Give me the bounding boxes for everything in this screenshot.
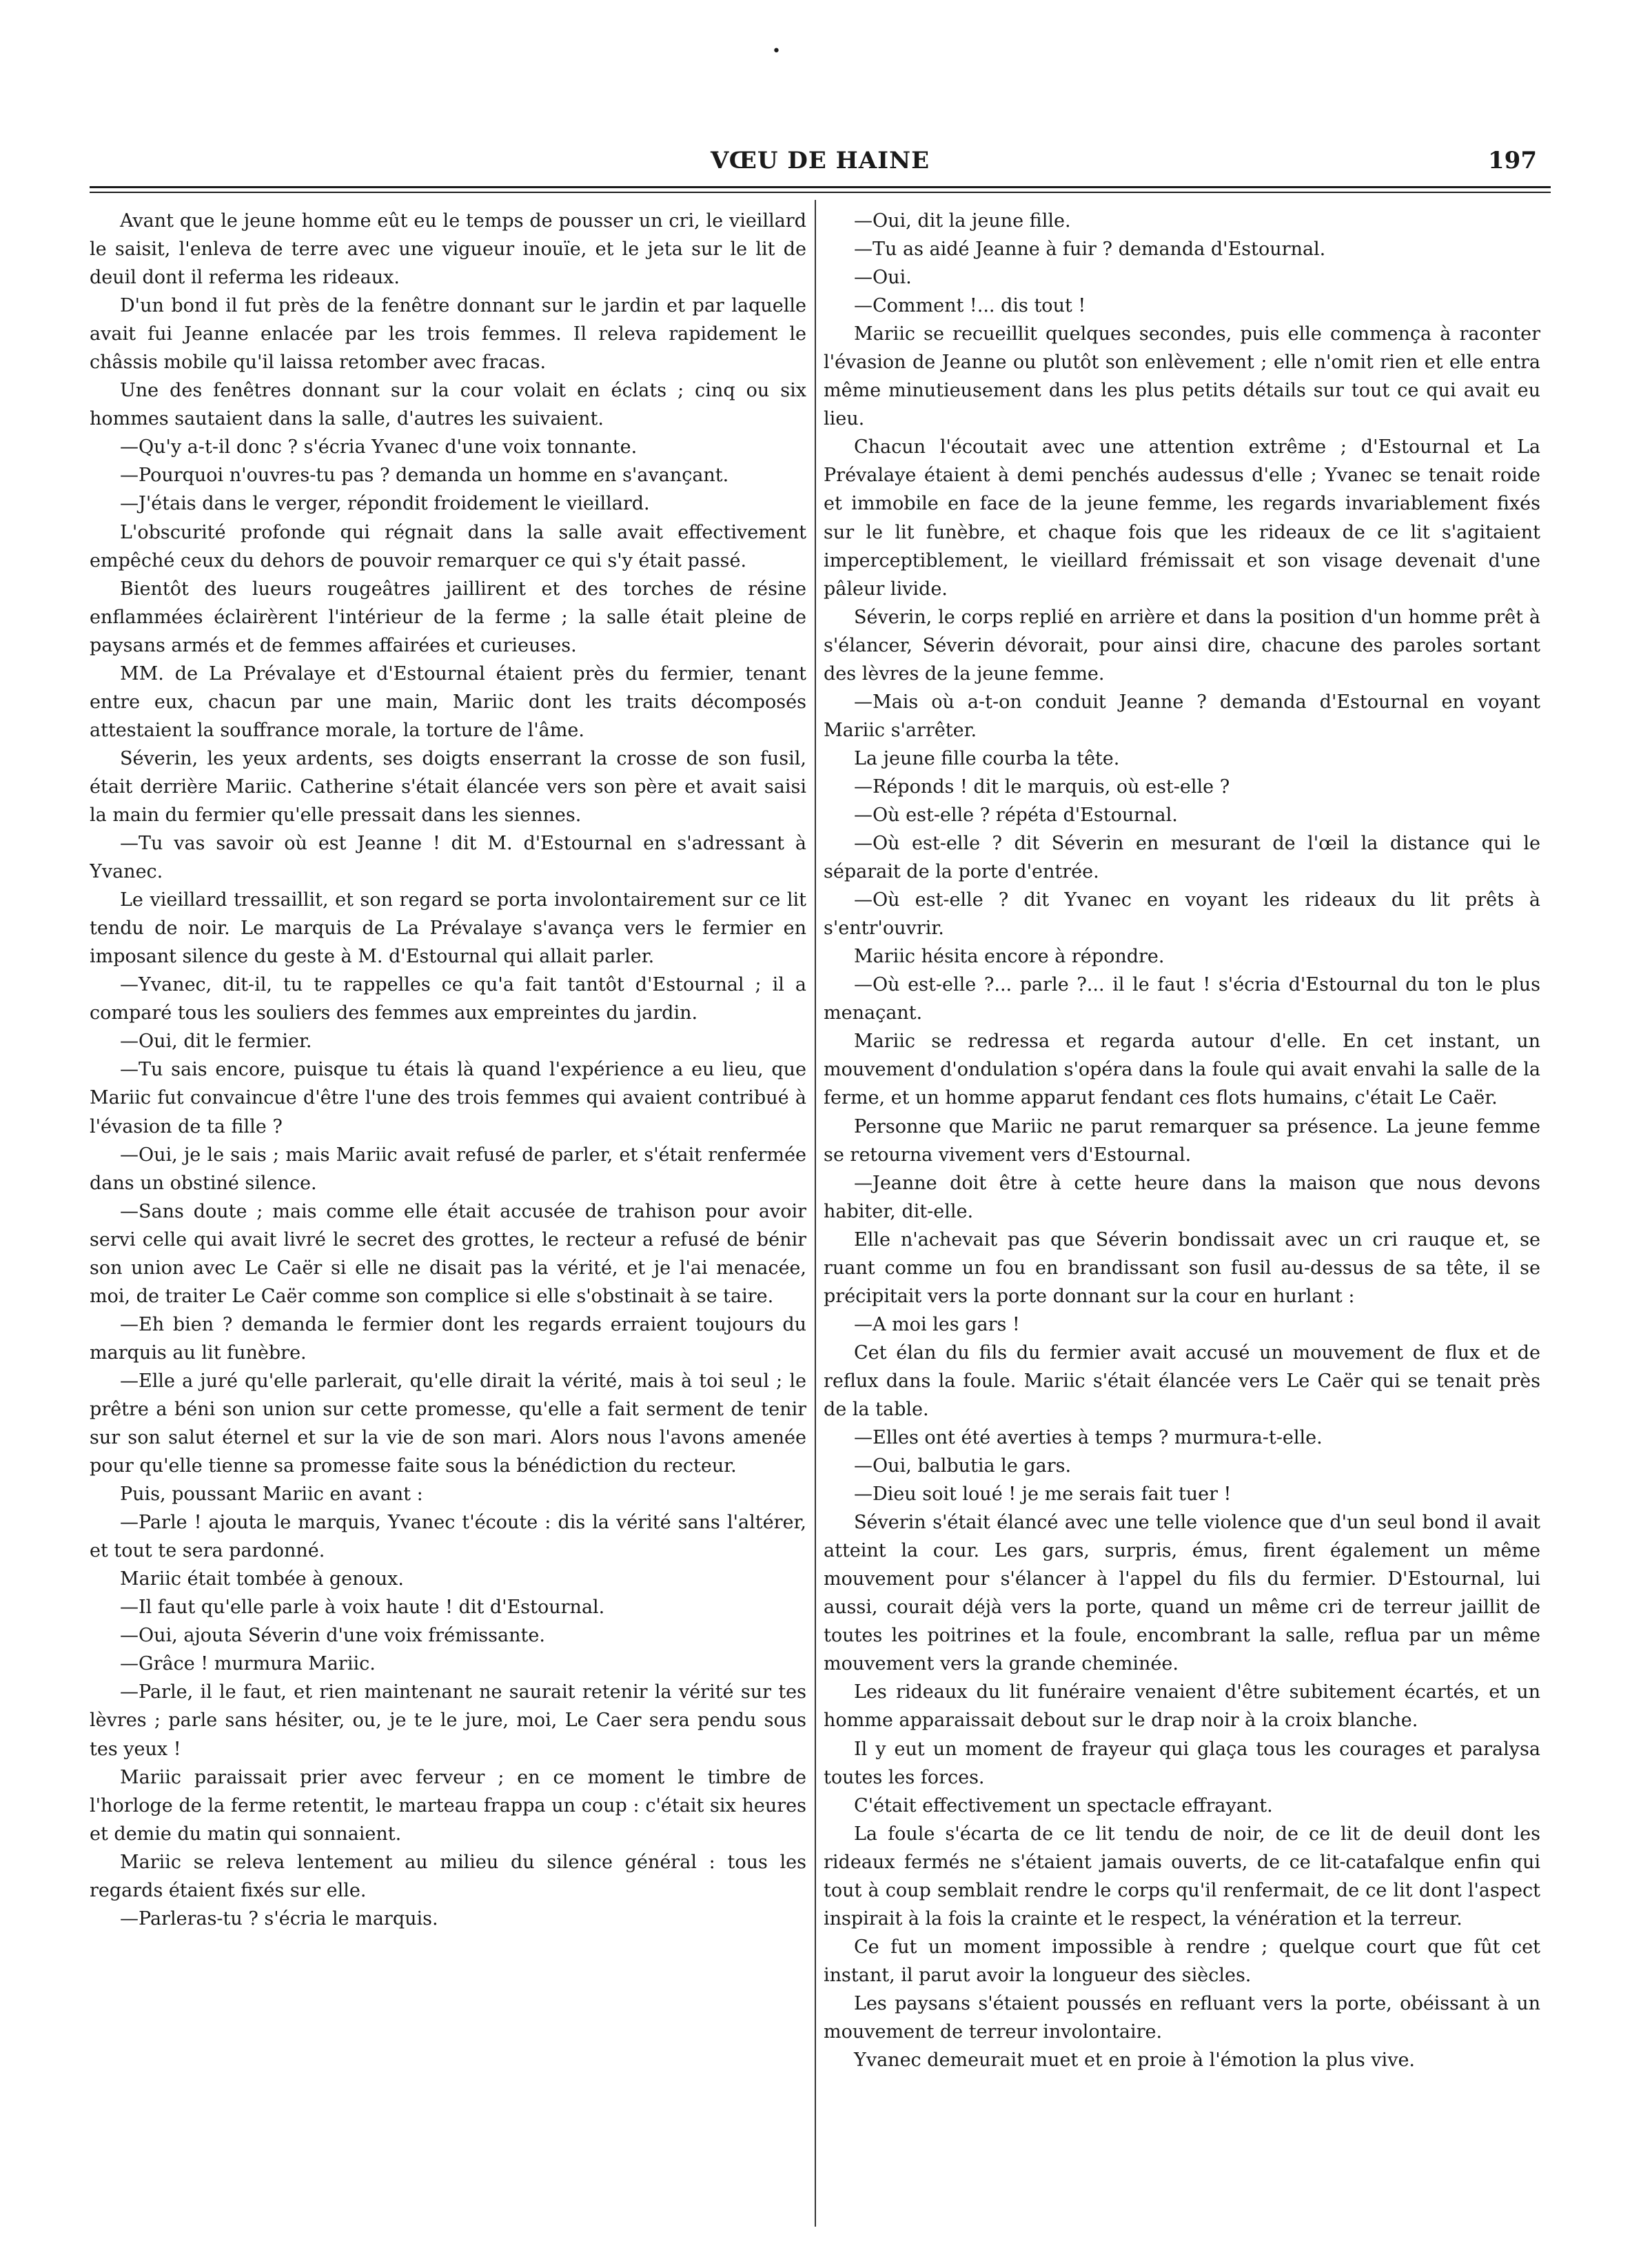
- paragraph: —Où est-elle ? dit Séverin en mesurant de l'œil la distance qui le séparait de la porte d'entrée.: [824, 833, 1540, 883]
- paragraph: —Oui, balbutia le gars.: [854, 1455, 1072, 1477]
- paragraph: —J'étais dans le verger, répondit froidement le vieillard.: [120, 493, 650, 515]
- paragraph: —Jeanne doit être à cette heure dans la maison que nous devons habiter, dit-elle.: [824, 1172, 1540, 1222]
- paragraph: —Parleras-tu ? s'écria le marquis.: [120, 1907, 438, 1930]
- paragraph: —Yvanec, dit-il, tu te rappelles ce qu'a fait tantôt d'Estournal ; il a comparé tous les souliers des femmes aux empreintes du jardin.: [90, 974, 806, 1024]
- page-number: 197: [1488, 147, 1537, 174]
- paragraph: Les paysans s'étaient poussés en refluant vers la porte, obéissant à un mouvement de terreur involontaire.: [824, 1992, 1540, 2043]
- left-column: [90, 207, 806, 2227]
- top-mark: •: [772, 43, 781, 60]
- paragraph: Elle n'achevait pas que Séverin bondissait avec un cri rauque et, se ruant comme un fou en brandissant son fusil au-dessus de sa tête, il se précipitait vers la porte donnant sur la cour en hurlant :: [824, 1228, 1540, 1307]
- paragraph: —Grâce ! murmura Mariic.: [120, 1653, 376, 1675]
- paragraph: Mariic paraissait prier avec ferveur ; en ce moment le timbre de l'horloge de la ferme retentit, le marteau frappa un coup : c'était six heures et demie du matin qui sonnaient.: [90, 1766, 806, 1845]
- paragraph: Ce fut un moment impossible à rendre ; quelque court que fût cet instant, il parut avoir la longueur des siècles.: [824, 1936, 1540, 1986]
- paragraph: —Elles ont été averties à temps ? murmura-t-elle.: [854, 1427, 1323, 1449]
- paragraph: —Oui.: [854, 267, 912, 289]
- paragraph: —Où est-elle ?... parle ?... il le faut ! s'écria d'Estournal du ton le plus menaçant.: [824, 974, 1540, 1024]
- paragraph: —Comment !... dis tout !: [854, 295, 1086, 317]
- paragraph: Il y eut un moment de frayeur qui glaça tous les courages et paralysa toutes les forces.: [824, 1738, 1540, 1788]
- paragraph: Le vieillard tressaillit, et son regard se porta involontairement sur ce lit tendu de noir. Le marquis de La Prévalaye s'avança vers le fermier en imposant silence du geste à M. d'Estournal qui allait parler.: [90, 889, 806, 968]
- paragraph: Puis, poussant Mariic en avant :: [120, 1484, 423, 1506]
- paragraph: —Tu as aidé Jeanne à fuir ? demanda d'Estournal.: [854, 239, 1326, 261]
- paragraph: Bientôt des lueurs rougeâtres jaillirent et des torches de résine enflammées éclairèrent l'intérieur de la ferme ; la salle était pleine de paysans armés et de femmes affairées et curieuses.: [90, 578, 806, 656]
- paragraph: Séverin, le corps replié en arrière et dans la position d'un homme prêt à s'élancer, Séverin dévorait, pour ainsi dire, chacune des paroles sortant des lèvres de la jeune femme.: [824, 606, 1540, 685]
- paragraph: Mariic se releva lentement au milieu du silence général : tous les regards étaient fixés sur elle.: [90, 1851, 806, 1901]
- paragraph: D'un bond il fut près de la fenêtre donnant sur le jardin et par laquelle avait fui Jeanne enlacée par les trois femmes. Il releva rapidement le châssis mobile qu'il laissa retomber avec fracas.: [90, 295, 806, 374]
- paragraph: Mariic hésita encore à répondre.: [854, 946, 1165, 968]
- paragraph: —Parle, il le faut, et rien maintenant ne saurait retenir la vérité sur tes lèvres ; parle sans hésiter, ou, je te le jure, moi, Le Caer sera pendu sous tes yeux !: [90, 1681, 806, 1760]
- paragraph: C'était effectivement un spectacle effrayant.: [854, 1794, 1273, 1816]
- paragraph: —Il faut qu'elle parle à voix haute ! dit d'Estournal.: [120, 1597, 605, 1619]
- paragraph: —Eh bien ? demanda le fermier dont les regards erraient toujours du marquis au lit funèbre.: [90, 1313, 806, 1364]
- paragraph: —Tu vas savoir où est Jeanne ! dit M. d'Estournal en s'adressant à Yvanec.: [90, 833, 806, 883]
- paragraph: —Oui, dit la jeune fille.: [854, 210, 1071, 232]
- paragraph: —Pourquoi n'ouvres-tu pas ? demanda un homme en s'avançant.: [120, 465, 729, 487]
- paragraph: Yvanec demeurait muet et en proie à l'émotion la plus vive.: [854, 2049, 1416, 2072]
- paragraph: —A moi les gars !: [854, 1313, 1020, 1335]
- paragraph: Séverin s'était élancé avec une telle violence que d'un seul bond il avait atteint la cour. Les gars, surpris, émus, firent également un même mouvement pour s'élancer à l'appel du fils du fermier. D'Estournal, lui aussi, courait déjà vers la porte, quand un même cri de terreur jaillit de toutes les poitrines et la foule, encombrant la salle, reflua par un même mouvement vers la grande cheminée.: [824, 1512, 1540, 1675]
- paragraph: Les rideaux du lit funéraire venaient d'être subitement écartés, et un homme apparaissait debout sur le drap noir à la croix blanche.: [824, 1681, 1540, 1732]
- paragraph: —Où est-elle ? dit Yvanec en voyant les rideaux du lit prêts à s'entr'ouvrir.: [824, 889, 1540, 940]
- right-column: [824, 207, 1540, 2227]
- paragraph: —Tu sais encore, puisque tu étais là quand l'expérience a eu lieu, que Mariic fut convaincue d'être l'une des trois femmes qui avaient contribué à l'évasion de ta fille ?: [90, 1059, 806, 1137]
- running-header: [90, 141, 1551, 183]
- paragraph: Cet élan du fils du fermier avait accusé un mouvement de flux et de reflux dans la foule. Mariic s'était élancée vers Le Caër qui se tenait près de la table.: [824, 1341, 1540, 1420]
- paragraph: —Parle ! ajouta le marquis, Yvanec t'écoute : dis la vérité sans l'altérer, et tout te sera pardonné.: [90, 1512, 806, 1562]
- paragraph: —Oui, je le sais ; mais Mariic avait refusé de parler, et s'était renfermée dans un obstiné silence.: [90, 1144, 806, 1194]
- paragraph: —Dieu soit loué ! je me serais fait tuer !: [854, 1484, 1232, 1506]
- paragraph: Avant que le jeune homme eût eu le temps de pousser un cri, le vieillard le saisit, l'enleva de terre avec une vigueur inouïe, et le jeta sur le lit de deuil dont il referma les rideaux.: [90, 210, 806, 289]
- paragraph: —Oui, ajouta Séverin d'une voix frémissante.: [120, 1625, 545, 1647]
- running-title: VŒU DE HAINE: [710, 147, 930, 174]
- paragraph: MM. de La Prévalaye et d'Estournal étaient près du fermier, tenant entre eux, chacun par une main, Mariic dont les traits décomposés attestaient la souffrance morale, la torture de l'âme.: [90, 662, 806, 741]
- paragraph: —Elle a juré qu'elle parlerait, qu'elle dirait la vérité, mais à toi seul ; le prêtre a béni son union sur cette promesse, qu'elle a fait serment de tenir sur son salut éternel et sur la vie de son mari. Alors nous l'avons amenée pour qu'elle tienne sa promesse faite sous la bénédiction du recteur.: [90, 1370, 806, 1477]
- paragraph: Mariic était tombée à genoux.: [120, 1568, 404, 1590]
- header-rule-bottom: [90, 192, 1551, 193]
- paragraph: Personne que Mariic ne parut remarquer sa présence. La jeune femme se retourna vivement vers d'Estournal.: [824, 1115, 1540, 1166]
- paragraph: Mariic se recueillit quelques secondes, puis elle commença à raconter l'évasion de Jeanne ou plutôt son enlèvement ; elle n'omit rien et elle entra même minutieusement dans les plus petits détails sur tout ce qui avait eu lieu.: [824, 323, 1540, 430]
- paragraph: —Sans doute ; mais comme elle était accusée de trahison pour avoir servi celle qui avait livré le secret des grottes, le recteur a refusé de bénir son union avec Le Caër si elle ne disait pas la vérité, et je l'ai menacée, moi, de traiter Le Caër comme son complice si elle s'obstinait à se taire.: [90, 1200, 806, 1307]
- paragraph: L'obscurité profonde qui régnait dans la salle avait effectivement empêché ceux du dehors de pouvoir remarquer ce qui s'y était passé.: [90, 521, 806, 571]
- paragraph: —Où est-elle ? répéta d'Estournal.: [854, 804, 1178, 826]
- paragraph: Séverin, les yeux ardents, ses doigts enserrant la crosse de son fusil, était derrière Mariic. Catherine s'était élancée vers son père et avait saisi la main du fermier qu'elle pressait dans les siennes.: [90, 747, 806, 826]
- paragraph: —Mais où a-t-on conduit Jeanne ? demanda d'Estournal en voyant Mariic s'arrêter.: [824, 691, 1540, 741]
- paragraph: Une des fenêtres donnant sur la cour volait en éclats ; cinq ou six hommes sautaient dans la salle, d'autres les suivaient.: [90, 380, 806, 430]
- header-rule-top: [90, 186, 1551, 188]
- paragraph: —Qu'y a-t-il donc ? s'écria Yvanec d'une voix tonnante.: [120, 436, 638, 458]
- paragraph: —Oui, dit le fermier.: [120, 1031, 312, 1053]
- paragraph: La jeune fille courba la tête.: [854, 747, 1120, 769]
- paragraph: Mariic se redressa et regarda autour d'elle. En cet instant, un mouvement d'ondulation s'opéra dans la foule qui avait envahi la salle de la ferme, et un homme apparut fendant ces flots humains, c'était Le Caër.: [824, 1031, 1540, 1109]
- paragraph: Chacun l'écoutait avec une attention extrême ; d'Estournal et La Prévalaye étaient à demi penchés audessus d'elle ; Yvanec se tenait roide et immobile en face de la jeune femme, les regards invariablement fixés sur le lit funèbre, et chaque fois que les rideaux de ce lit s'agitaient imperceptiblement, le vieillard frémissait et son visage devenait d'une pâleur livide.: [824, 436, 1540, 600]
- paragraph: La foule s'écarta de ce lit tendu de noir, de ce lit de deuil dont les rideaux fermés ne s'étaient jamais ouverts, de ce lit-catafalque enfin qui tout à coup semblait rendre le corps qu'il renfermait, de ce lit dont l'aspect inspirait à la fois la crainte et le respect, la vénération et la terreur.: [824, 1823, 1540, 1930]
- column-divider: [815, 200, 816, 2227]
- paragraph: —Réponds ! dit le marquis, où est-elle ?: [854, 776, 1230, 798]
